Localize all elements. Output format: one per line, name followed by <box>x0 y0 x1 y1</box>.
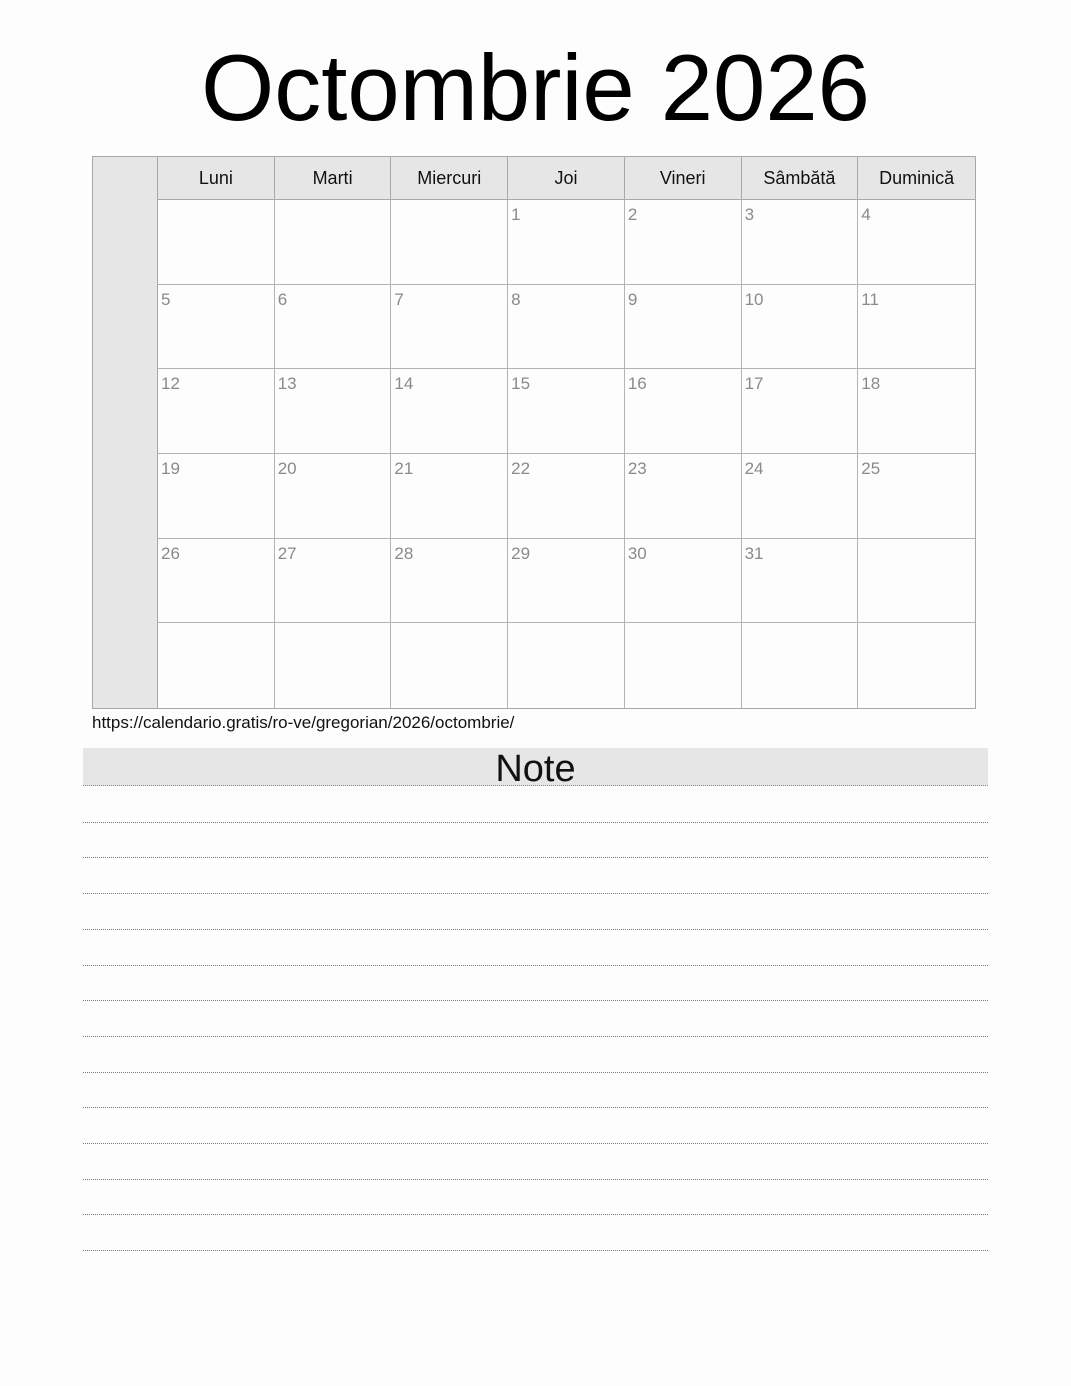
day-cell <box>158 200 275 285</box>
day-cell <box>742 285 859 370</box>
day-number: 3 <box>744 205 755 224</box>
day-number: 19 <box>161 458 180 478</box>
note-line <box>83 1107 988 1108</box>
day-cell <box>625 285 742 370</box>
day-number: 22 <box>511 458 531 478</box>
note-line <box>83 1000 988 1001</box>
day-number: 2 <box>627 205 638 224</box>
day-cell <box>158 539 275 624</box>
note-line <box>83 857 988 858</box>
day-cell <box>625 623 742 708</box>
day-cell <box>625 539 742 624</box>
day-cell <box>275 454 392 539</box>
day-cell <box>275 285 392 370</box>
day-number: 6 <box>277 289 288 309</box>
day-number: 17 <box>744 374 764 394</box>
day-number: 9 <box>627 289 638 309</box>
day-number: 8 <box>511 289 521 309</box>
day-number: 5 <box>161 289 171 309</box>
weekday-header: Marti <box>275 157 392 200</box>
day-cell <box>158 454 275 539</box>
day-cell <box>742 539 859 624</box>
weekday-header: Vineri <box>625 157 742 200</box>
note-line <box>83 965 988 966</box>
note-line <box>83 893 988 894</box>
day-cell <box>508 539 625 624</box>
day-cell <box>625 454 742 539</box>
day-cell <box>391 539 508 624</box>
day-number: 1 <box>511 205 521 224</box>
day-cell <box>391 285 508 370</box>
day-cell <box>858 200 975 285</box>
day-cell <box>858 454 975 539</box>
day-cell <box>742 369 859 454</box>
day-number: 23 <box>627 458 647 478</box>
day-cell <box>742 200 859 285</box>
day-cell <box>508 200 625 285</box>
day-cell <box>275 539 392 624</box>
day-cell <box>858 623 975 708</box>
note-line <box>83 822 988 823</box>
day-number: 14 <box>394 374 414 394</box>
day-number: 29 <box>511 543 531 563</box>
day-cell <box>275 200 392 285</box>
day-cell <box>508 369 625 454</box>
day-cell <box>858 539 975 624</box>
day-number: 15 <box>511 374 531 394</box>
day-cell <box>625 200 742 285</box>
day-cell <box>275 369 392 454</box>
weekday-header: Miercuri <box>391 157 508 200</box>
weekday-header: Sâmbătă <box>742 157 859 200</box>
day-number: 16 <box>627 374 647 394</box>
day-cell <box>158 623 275 708</box>
day-cell <box>858 285 975 370</box>
day-number: 11 <box>861 289 879 309</box>
calendar-table <box>92 156 976 709</box>
day-number: 27 <box>277 543 297 563</box>
day-cell <box>508 285 625 370</box>
day-number: 24 <box>744 458 764 478</box>
day-cell <box>391 454 508 539</box>
day-number: 7 <box>394 289 404 309</box>
note-line <box>83 1143 988 1144</box>
day-number: 30 <box>627 543 647 563</box>
day-cell <box>391 369 508 454</box>
notes-title: Note <box>83 748 988 786</box>
note-line <box>83 1072 988 1073</box>
day-number: 10 <box>744 289 764 309</box>
note-line <box>83 1214 988 1215</box>
day-number: 4 <box>861 205 871 224</box>
note-line <box>83 1250 988 1251</box>
day-cell <box>158 369 275 454</box>
day-number: 26 <box>161 543 180 563</box>
weekday-header: Luni <box>158 157 275 200</box>
day-cell <box>625 369 742 454</box>
day-cell <box>508 454 625 539</box>
source-url: https://calendario.gratis/ro-ve/gregorian/2026/octombrie/ <box>92 713 515 732</box>
calendar-grid <box>158 157 975 708</box>
day-cell <box>275 623 392 708</box>
page-title: Octombrie 2026 <box>201 35 870 140</box>
note-line <box>83 929 988 930</box>
day-number: 21 <box>394 458 414 478</box>
note-line <box>83 1179 988 1180</box>
day-cell <box>391 623 508 708</box>
note-line <box>83 1036 988 1037</box>
day-number: 31 <box>744 543 764 563</box>
day-number: 12 <box>161 374 180 394</box>
day-number: 25 <box>861 458 881 478</box>
day-number: 18 <box>861 374 881 394</box>
day-number: 20 <box>277 458 297 478</box>
day-number: 28 <box>394 543 414 563</box>
day-cell <box>858 369 975 454</box>
week-sidebar <box>93 157 158 708</box>
weekday-header: Joi <box>508 157 625 200</box>
day-cell <box>742 454 859 539</box>
day-cell <box>391 200 508 285</box>
day-number: 13 <box>277 374 297 394</box>
weekday-header: Duminică <box>858 157 975 200</box>
day-cell <box>158 285 275 370</box>
day-cell <box>742 623 859 708</box>
day-cell <box>508 623 625 708</box>
